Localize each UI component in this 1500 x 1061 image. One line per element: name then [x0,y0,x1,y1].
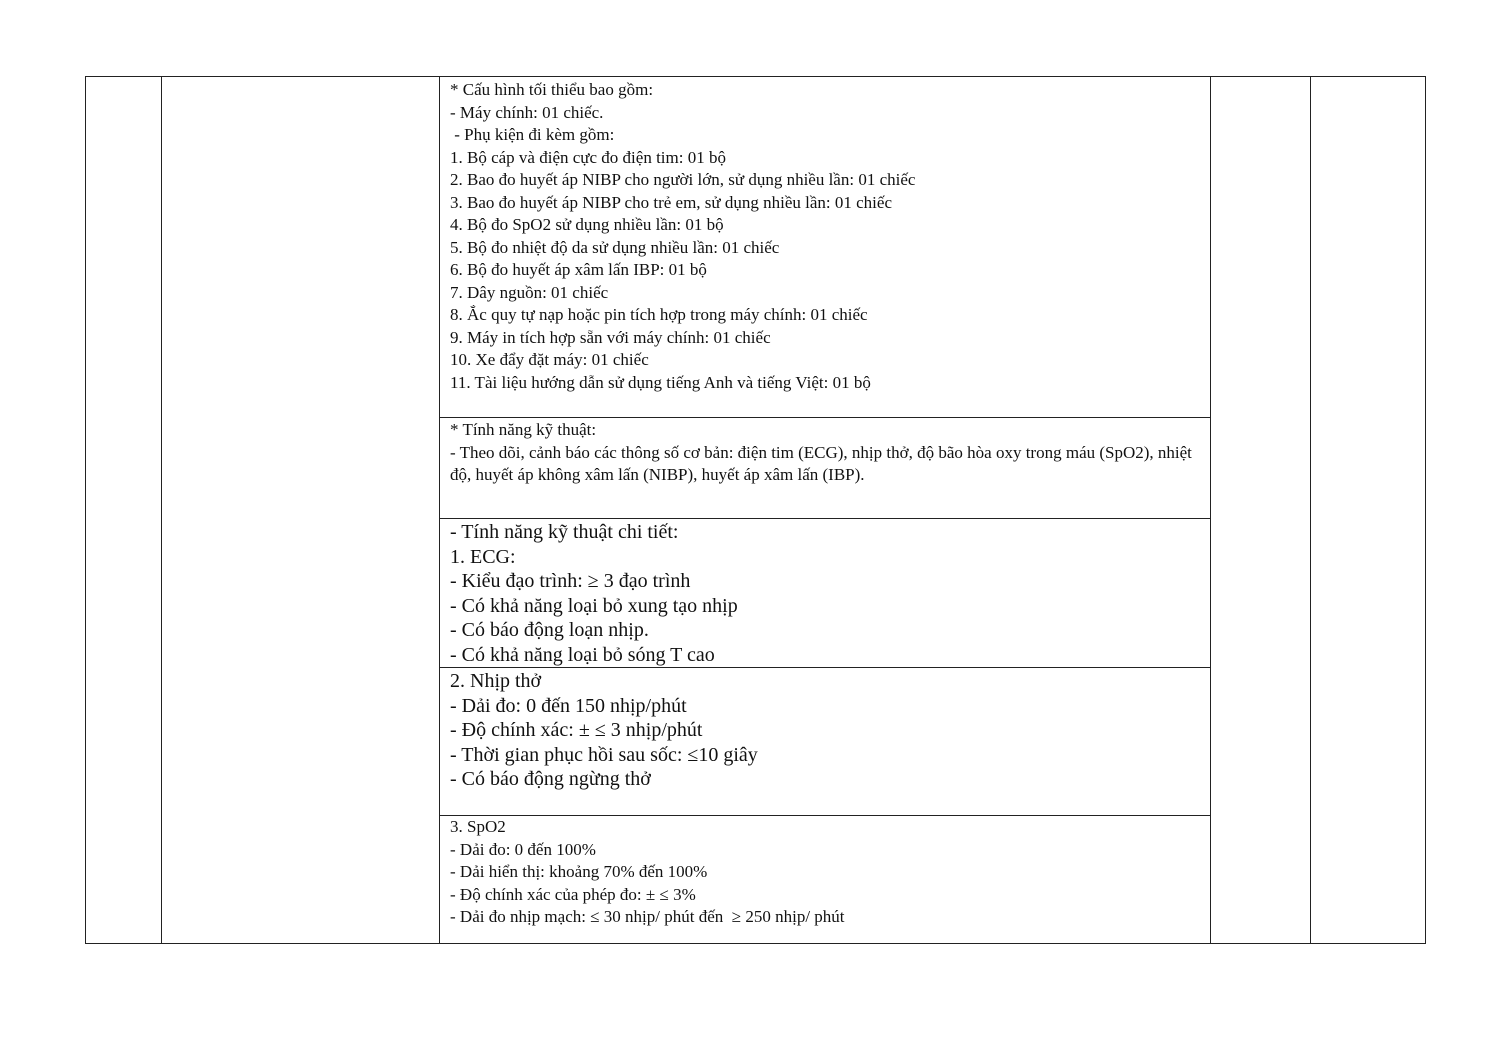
spo2-line: - Dải đo nhịp mạch: ≤ 30 nhịp/ phút đến ≥ 250 nhịp/ phút [450,907,845,926]
cell-spo2 [440,816,1211,944]
config-line: 4. Bộ đo SpO2 sử dụng nhiều lần: 01 bộ [450,215,724,234]
config-line: 5. Bộ đo nhiệt độ da sử dụng nhiều lần: 01 chiếc [450,237,780,257]
specification-table [85,76,1426,944]
spo2-block [440,816,1210,943]
cell-respiration [440,668,1211,816]
table-row-config [86,77,1426,418]
features-heading: * Tính năng kỹ thuật: [450,420,597,439]
respiration-heading: 2. Nhịp thở [450,670,542,692]
spo2-line: - Dải hiển thị: khoảng 70% đến 100% [450,862,708,881]
ecg-block [440,519,1210,667]
config-line: 3. Bao đo huyết áp NIBP cho trẻ em, sử dụng nhiều lần: 01 chiếc [450,192,892,212]
features-line: - Theo dõi, cảnh báo các thông số cơ bản: điện tim (ECG), nhịp thở, độ bão hòa oxy trong máu (SpO2), nhiệt độ, huyết áp không xâm lấn (NIBP), huyết áp xâm lấn (IBP). [450,442,1197,484]
config-line: - Phụ kiện đi kèm gồm: [450,125,615,144]
config-line: 7. Dây nguồn: 01 chiếc [450,282,609,302]
cell-item-name [162,77,440,944]
respiration-line: - Độ chính xác: ± ≤ 3 nhịp/phút [450,719,703,742]
cell-ecg [440,519,1211,668]
config-block [440,77,1210,417]
ecg-line: - Có khả năng loại bỏ xung tạo nhịp [450,594,738,617]
config-line: - Máy chính: 01 chiếc. [450,102,604,122]
ecg-heading: - Tính năng kỹ thuật chi tiết: [450,521,679,543]
cell-column-5 [1311,77,1426,944]
spo2-line: - Dải đo: 0 đến 100% [450,839,596,859]
cell-index [86,77,162,944]
config-line: 11. Tài liệu hướng dẫn sử dụng tiếng Anh và tiếng Việt: 01 bộ [450,372,871,392]
respiration-line: - Dải đo: 0 đến 150 nhịp/phút [450,694,687,717]
ecg-line: - Kiểu đạo trình: ≥ 3 đạo trình [450,570,691,593]
spo2-line: - Độ chính xác của phép đo: ± ≤ 3% [450,884,696,904]
ecg-line: - Có báo động loạn nhịp. [450,619,649,642]
config-line: 9. Máy in tích hợp sẵn với máy chính: 01 chiếc [450,327,771,347]
ecg-line: - Có khả năng loại bỏ sóng T cao [450,643,715,666]
features-block [440,418,1210,518]
config-line: 10. Xe đẩy đặt máy: 01 chiếc [450,350,649,369]
spo2-heading: 3. SpO2 [450,817,506,836]
ecg-line: 1. ECG: [450,545,516,568]
config-heading: * Cấu hình tối thiểu bao gồm: [450,80,654,99]
config-line: 2. Bao đo huyết áp NIBP cho người lớn, sử dụng nhiều lần: 01 chiếc [450,170,916,189]
respiration-line: - Thời gian phục hồi sau sốc: ≤10 giây [450,743,758,766]
cell-features [440,418,1211,519]
config-line: 6. Bộ đo huyết áp xâm lấn IBP: 01 bộ [450,260,707,279]
config-line: 8. Ắc quy tự nạp hoặc pin tích hợp trong máy chính: 01 chiếc [450,305,868,324]
config-line: 1. Bộ cáp và điện cực đo điện tim: 01 bộ [450,147,726,167]
respiration-block [440,668,1210,815]
cell-column-4 [1211,77,1311,944]
cell-config [440,77,1211,418]
respiration-line: - Có báo động ngừng thở [450,768,651,791]
